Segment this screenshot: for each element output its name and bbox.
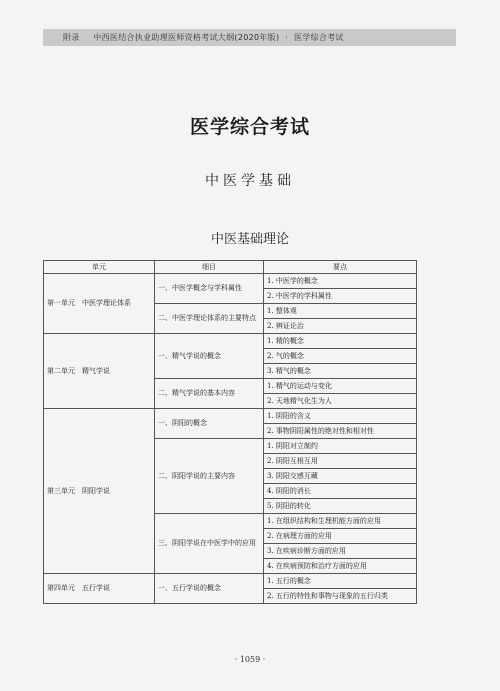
- unit-cell: 第一单元 中医学理论体系: [44, 274, 155, 334]
- page-number: · 1059 ·: [234, 655, 266, 664]
- point-cell: 5. 阴阳的转化: [264, 499, 417, 514]
- point-cell: 3. 阴阳交感互藏: [264, 469, 417, 484]
- point-cell: 2. 中医学的学科属性: [264, 289, 417, 304]
- point-cell: 4. 阴阳的消长: [264, 484, 417, 499]
- table-header-row: [44, 261, 417, 274]
- point-cell: 2. 五行的特性和事物与现象的五行归类: [264, 589, 417, 604]
- unit-cell: 第二单元 精气学说: [44, 334, 155, 409]
- point-cell: 3. 在疾病诊断方面的应用: [264, 544, 417, 559]
- item-cell: 二、阴阳学说的主要内容: [155, 439, 264, 514]
- point-cell: 2. 辨证论治: [264, 319, 417, 334]
- table-row: [44, 574, 417, 589]
- running-header: [43, 29, 456, 46]
- point-cell: 1. 阴阳对立制约: [264, 439, 417, 454]
- point-cell: 2. 阴阳互根互用: [264, 454, 417, 469]
- point-cell: 4. 在疾病预防和治疗方面的应用: [264, 559, 417, 574]
- unit-cell: 第三单元 阴阳学说: [44, 409, 155, 574]
- point-cell: 1. 整体观: [264, 304, 417, 319]
- table-row: [44, 409, 417, 424]
- point-cell: 1. 中医学的概念: [264, 274, 417, 289]
- header-book-title: 中西医结合执业助理医师资格考试大纲(2020年版): [93, 33, 280, 42]
- point-cell: 1. 在组织结构和生理机能方面的应用: [264, 514, 417, 529]
- item-cell: 一、五行学说的概念: [155, 574, 264, 604]
- header-section-label: 医学综合考试: [293, 33, 344, 42]
- point-cell: 2. 天地精气化生为人: [264, 394, 417, 409]
- item-cell: 一、精气学说的概念: [155, 334, 264, 379]
- unit-cell: 第四单元 五行学说: [44, 574, 155, 604]
- point-cell: 2. 事物阴阳属性的绝对性和相对性: [264, 424, 417, 439]
- table-row: [44, 274, 417, 289]
- table-row: [44, 334, 417, 349]
- point-cell: 2. 气的概念: [264, 349, 417, 364]
- item-cell: 三、阴阳学说在中医学中的应用: [155, 514, 264, 574]
- point-cell: 2. 在病理方面的应用: [264, 529, 417, 544]
- header-unit: 单元: [44, 261, 155, 274]
- point-cell: 1. 阴阳的含义: [264, 409, 417, 424]
- subject-title: 中医学基础: [205, 173, 295, 189]
- point-cell: 3. 精气的概念: [264, 364, 417, 379]
- item-cell: 二、精气学说的基本内容: [155, 379, 264, 409]
- page-title: 医学综合考试: [189, 116, 310, 138]
- point-cell: 1. 精的概念: [264, 334, 417, 349]
- header-item: 细目: [155, 261, 264, 274]
- item-cell: 二、中医学理论体系的主要特点: [155, 304, 264, 334]
- point-cell: 1. 精气的运动与变化: [264, 379, 417, 394]
- point-cell: 1. 五行的概念: [264, 574, 417, 589]
- table-body: [44, 274, 417, 604]
- header-separator: ·: [285, 33, 289, 42]
- item-cell: 一、中医学概念与学科属性: [155, 274, 264, 304]
- section-title: 中医基础理论: [210, 232, 289, 247]
- header-point: 要点: [264, 261, 417, 274]
- syllabus-table: [43, 260, 417, 604]
- header-appendix-label: 附录: [63, 33, 80, 42]
- item-cell: 一、阴阳的概念: [155, 409, 264, 439]
